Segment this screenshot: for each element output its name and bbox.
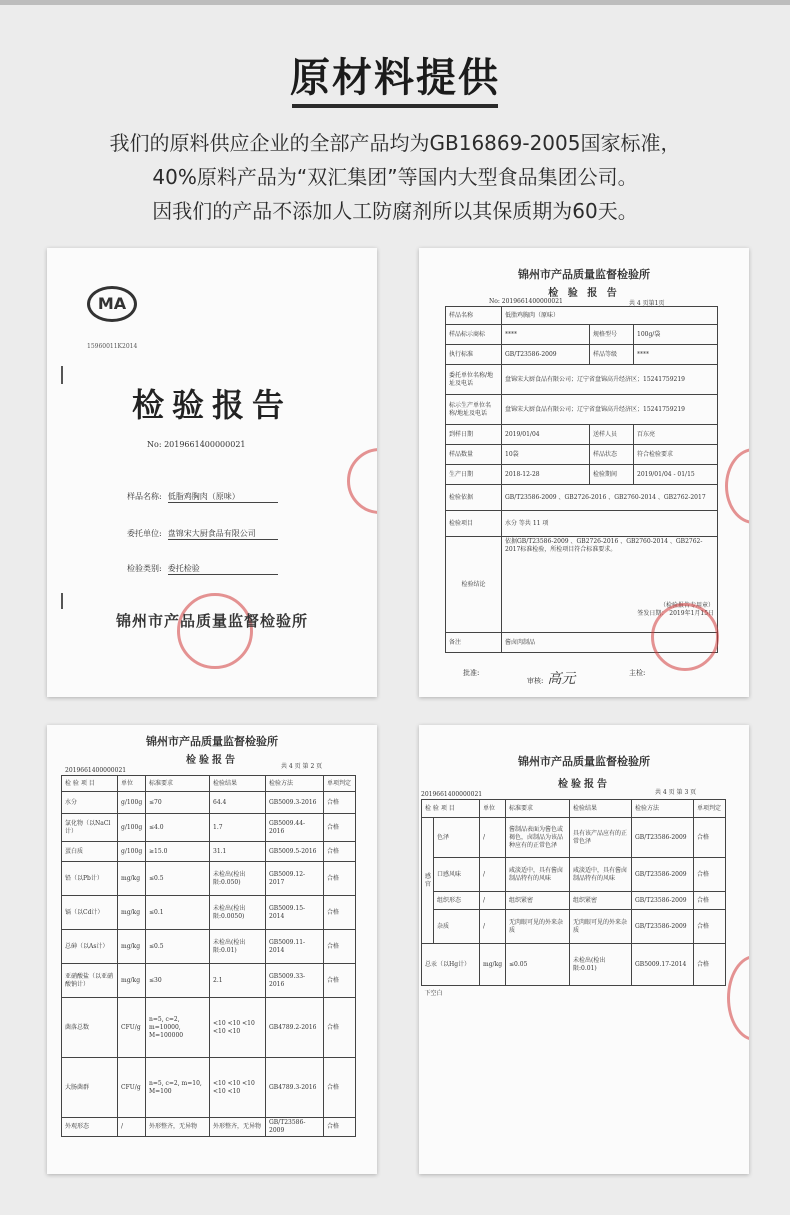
cma-logo: MA <box>87 286 137 322</box>
report-page-2 <box>47 725 377 1174</box>
intro-line: 40%原料产品为“双汇集团”等国内大型食品集团公司。 <box>152 165 638 189</box>
report-org: 锦州市产品质量监督检验所 <box>518 755 650 768</box>
table-row: 总汞（以Hg计） mg/kg ≤0.05 未检出(检出限:0.01) GB5009.17-2014 合格 <box>422 944 726 986</box>
table-row: 生产日期 2018-12-28 检验期间 2019/01/04 - 01/15 <box>446 465 718 485</box>
report-org: 锦州市产品质量监督检验所 <box>518 268 650 281</box>
report-number: No: 2019661400000021 <box>489 298 563 305</box>
table-row <box>422 986 726 1002</box>
table-row: 氯化物（以NaCl计） g/100g ≤4.0 1.7 GB5009.44-2016 合格 <box>62 814 356 842</box>
table-row: 样品名称 低脂鸡胸肉（原味） <box>446 307 718 325</box>
cover-row-client: 委托单位: 盘锦宋大厨食品有限公司 <box>127 528 278 540</box>
report-page: 共 4 页 第 2 页 <box>281 763 323 770</box>
scan-mark <box>61 593 63 609</box>
results-table <box>421 799 726 1002</box>
table-row: 执行标准 GB/T23586-2009 样品等级 **** <box>446 345 718 365</box>
report-org: 锦州市产品质量监督检验所 <box>146 735 278 748</box>
cover-row-sample: 样品名称: 低脂鸡胸肉（原味） <box>127 491 278 503</box>
report-number: 2019661400000021 <box>421 791 483 798</box>
table-row: 外观形态 / 外形整齐，无异物 外形整齐，无异物 GB/T23586-2009 合格 <box>62 1118 356 1137</box>
table-row: 感官 色泽 / 酱制品表面为酱色或褐色，卤制品为该品种应有的正常色泽 具有该产品应有的正常色泽 GB/T23586-2009 合格 <box>422 818 726 858</box>
table-row: 杂质 / 无肉眼可见的外来杂质 无肉眼可见的外来杂质 GB/T23586-2009 合格 <box>422 910 726 944</box>
report-cover-page <box>47 248 377 697</box>
cover-row-type: 检验类别: 委托检验 <box>127 563 278 575</box>
report-number: 2019661400000021 <box>65 767 127 774</box>
table-row: 检验项目 水分 等共 11 项 <box>446 511 718 537</box>
table-row: 标示生产单位名称/地址及电话 盘锦宋大厨食品有限公司；辽宁省盘锦高升经济区；15241759219 <box>446 395 718 425</box>
intro-line: 我们的原料供应企业的全部产品均为GB16869-2005国家标准， <box>109 131 681 155</box>
red-stamp <box>347 448 377 514</box>
top-bar <box>0 0 790 5</box>
table-row: 大肠菌群 CFU/g n=5, c=2, m=10, M=100 <10 <10 <10 <10 <10 GB4789.3-2016 合格 <box>62 1058 356 1118</box>
red-stamp <box>651 603 719 671</box>
red-stamp <box>727 955 749 1041</box>
report-page-1 <box>419 248 749 697</box>
intro-line: 因我们的产品不添加人工防腐剂所以其保质期为60天。 <box>152 199 638 223</box>
report-title: 检验报告 <box>186 755 238 766</box>
sign-date: 签发日期： 2019年1月15日 <box>637 610 715 617</box>
table-row: 委托单位名称/地址及电话 盘锦宋大厨食品有限公司；辽宁省盘锦高升经济区；15241759219 <box>446 365 718 395</box>
report-title: 检 验 报 告 <box>548 288 620 299</box>
table-row: 菌落总数 CFU/g n=5, c=2, m=10000, M=100000 <10 <10 <10 <10 <10 GB4789.2-2016 合格 <box>62 998 356 1058</box>
table-header-row: 检 验 项 目 单位 标准要求 检验结果 检验方法 单项判定 <box>422 800 726 818</box>
main-inspector-signature: 主检: <box>629 669 646 677</box>
table-row: 检验结论 依据GB/T23586-2009 、GB2726-2016 、GB2760-2014 、GB2762-2017标准检验，所检项目符合标准要求。 （检验报告专用章） 签发日期： 2019年1月15日 <box>446 537 718 633</box>
stamp-note: （检验报告专用章） <box>660 602 715 609</box>
table-footer: 下空白 <box>422 986 726 1002</box>
conclusion-text: 依据GB/T23586-2009 、GB2726-2016 、GB2760-2014 、GB2762-2017标准检验，所检项目符合标准要求。 <box>505 538 703 553</box>
intro-text <box>0 126 790 228</box>
table-row: 总砷（以As计） mg/kg ≤0.5 未检出(检出限:0.01) GB5009.11-2014 合格 <box>62 930 356 964</box>
table-row: 铅（以Pb计） mg/kg ≤0.5 未检出(检出限:0.050) GB5009.12-2017 合格 <box>62 862 356 896</box>
table-row: 样品标示商标 **** 规格型号 100g/袋 <box>446 325 718 345</box>
table-row: 亚硝酸盐（以亚硝酸钠计） mg/kg ≤30 2.1 GB5009.33-2016 合格 <box>62 964 356 998</box>
cma-code: 15960011K2014 <box>87 343 138 350</box>
table-row: 样品数量 10袋 样品状态 符合检验要求 <box>446 445 718 465</box>
table-row: 口感风味 / 咸淡适中，具有酱卤制品特有的风味 咸淡适中，具有酱卤制品特有的风味 GB/T23586-2009 合格 <box>422 858 726 892</box>
red-stamp <box>725 448 749 524</box>
table-row: 水分 g/100g ≤70 64.4 GB5009.3-2016 合格 <box>62 792 356 814</box>
table-row: 检验依据 GB/T23586-2009 、GB2726-2016 、GB2760-2014 、GB2762-2017 <box>446 485 718 511</box>
cover-number: No: 2019661400000021 <box>147 440 246 449</box>
report-title: 检验报告 <box>558 779 610 790</box>
red-stamp <box>177 593 253 669</box>
table-header-row: 检 验 项 目 单位 标准要求 检验结果 检验方法 单项判定 <box>62 776 356 792</box>
report-page: 共 4 页 第 3 页 <box>655 789 697 796</box>
cover-org: 锦州市产品质量监督检验所 <box>115 612 308 630</box>
table-row: 到样日期 2019/01/04 送样人员 百东亮 <box>446 425 718 445</box>
results-table <box>61 775 356 1137</box>
page-title: 原材料提供 <box>290 55 500 101</box>
table-row: 备注 酱卤肉制品 <box>446 633 718 653</box>
report-page: 共 4 页第1页 <box>629 300 665 307</box>
title-underline <box>292 104 498 108</box>
table-row: 蛋白质 g/100g ≥15.0 31.1 GB5009.5-2016 合格 <box>62 842 356 862</box>
report-page-3 <box>419 725 749 1174</box>
table-row: 镉（以Cd计） mg/kg ≤0.1 未检出(检出限:0.0050) GB5009.15-2014 合格 <box>62 896 356 930</box>
cover-title: 检验报告 <box>131 386 292 424</box>
review-signature: 审核: 高元 <box>527 671 576 687</box>
group-label: 感官 <box>422 818 434 944</box>
table-row: 组织形态 / 组织紧密 组织紧密 GB/T23586-2009 合格 <box>422 892 726 910</box>
report-info-table <box>445 306 718 653</box>
approve-signature: 批准: <box>463 669 480 677</box>
